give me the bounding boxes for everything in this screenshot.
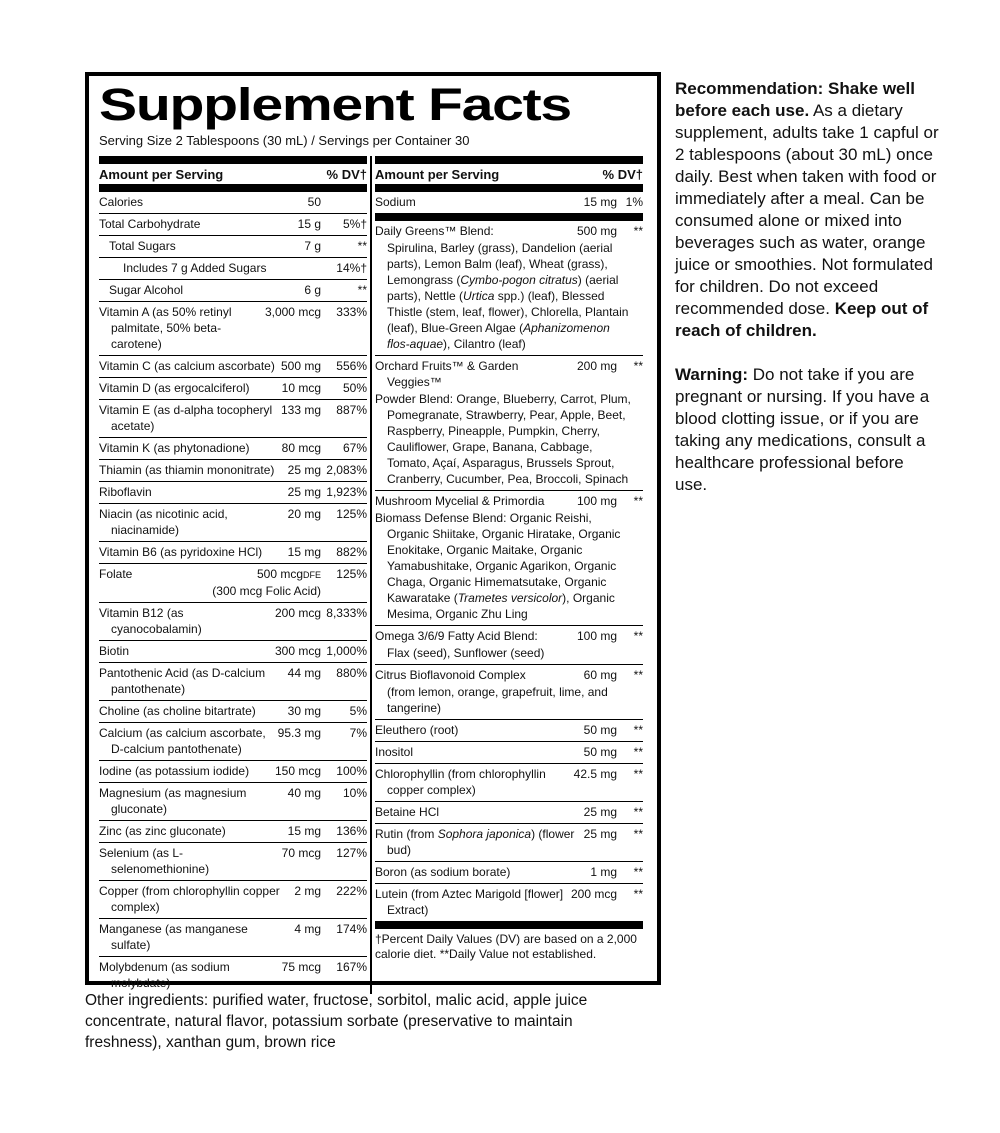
nutrient-amount: 15 mg (287, 824, 321, 839)
serving-size-line: Serving Size 2 Tablespoons (30 mL) / Servings per Container 30 (99, 133, 470, 149)
column-divider (370, 156, 372, 994)
table-row (99, 782, 367, 820)
nutrient-dv: 887% (336, 403, 367, 418)
nutrient-name: Magnesium (as magnesium gluconate) (99, 786, 247, 817)
nutrient-amount: 200 mg (576, 359, 617, 374)
nutrient-name: Calcium (as calcium ascorbate, D-calcium pantothenate) (99, 726, 266, 757)
nutrient-amount: 25 mg (287, 463, 321, 478)
nutrient-amount: 25 mg (583, 827, 617, 842)
table-row (99, 602, 367, 640)
nutrient-dv: ** (633, 359, 643, 374)
nutrient-name: Choline (as choline bitartrate) (99, 704, 256, 719)
nutrient-name: Mushroom Mycelial & Primordia (375, 494, 545, 509)
nutrient-dv: 2,083% (326, 463, 367, 478)
separator-bar (375, 156, 643, 164)
nutrient-name: Selenium (as L-selenomethionine) (99, 846, 210, 877)
nutrient-name: Chlorophyllin (from chlorophyllin copper complex) (375, 767, 546, 798)
nutrient-amount: 7 g (304, 239, 321, 254)
nutrient-dv: ** (357, 283, 367, 298)
table-row (99, 722, 367, 760)
nutrient-amount: 95.3 mg (277, 726, 321, 741)
nutrient-dv: 8,333% (326, 606, 367, 621)
nutrient-amount: 4 mg (294, 922, 321, 937)
nutrient-dv: 14%† (336, 261, 367, 276)
nutrient-name: Vitamin B6 (as pyridoxine HCl) (99, 545, 263, 560)
nutrient-dv: 125% (336, 507, 367, 522)
nutrient-amount: 15 g (297, 217, 321, 232)
nutrient-dv: 50% (342, 381, 367, 396)
nutrient-name: Manganese (as manganese sulfate) (99, 922, 248, 953)
nutrient-amount: 75 mcg (281, 960, 321, 975)
nutrient-amount: 70 mcg (281, 846, 321, 861)
nutrient-name: Vitamin D (as ergocalciferol) (99, 381, 250, 396)
table-row (99, 481, 367, 503)
table-row (375, 355, 643, 490)
nutrient-dv: ** (633, 745, 643, 760)
table-row (375, 883, 643, 921)
nutrient-amount: 50 mg (583, 745, 617, 760)
nutrient-amount: 50 mg (583, 723, 617, 738)
nutrient-amount: 100 mg (576, 629, 617, 644)
daily-value-footnote: †Percent Daily Values (DV) are based on a 2,000 calorie diet. **Daily Value not established. (375, 932, 637, 962)
nutrient-name: Thiamin (as thiamin mononitrate) (99, 463, 275, 478)
nutrient-name: Zinc (as zinc gluconate) (99, 824, 226, 839)
left-column (99, 156, 367, 994)
nutrient-amount: 40 mg (287, 786, 321, 801)
nutrient-name: Sodium (375, 195, 416, 210)
table-row (99, 563, 367, 602)
nutrient-amount: 25 mg (287, 485, 321, 500)
nutrient-name: Sugar Alcohol (109, 283, 184, 298)
nutrient-amount: 30 mg (287, 704, 321, 719)
usage-panel (675, 78, 939, 518)
nutrient-name: Pantothenic Acid (as D-calcium pantothenate) (99, 666, 266, 697)
nutrient-name: Vitamin B12 (as cyanocobalamin) (99, 606, 202, 637)
table-row (99, 880, 367, 918)
nutrient-dv: ** (633, 767, 643, 782)
table-row (375, 221, 643, 355)
nutrient-amount: 500 mg (280, 359, 321, 374)
blend-ingredients: Powder Blend: Orange, Blueberry, Carrot, Plum, Pomegranate, Strawberry, Pear, Apple, Beet, Raspberry, Pineapple, Pumpkin, Cherry, Cauliflower, Grape, Banana, Cabbage, Tomato, Açaí, Asparagus, Brussels Sprout, Cranberry, Cucumber, Pea, Broccoli, Spinach (375, 392, 631, 487)
nutrient-name: Citrus Bioflavonoid Complex (375, 668, 526, 683)
amount-per-serving-heading: Amount per Serving (375, 167, 500, 183)
nutrient-amount: 15 mg (287, 545, 321, 560)
blend-ingredients: Biomass Defense Blend: Organic Reishi, Organic Shiitake, Organic Hiratake, Organic Enokitake, Organic Maitake, Organic Yamabushitake, Organic Agarikon, Organic Chaga, Organic Himematsutake, Organic Kawaratake (Trametes versicolor), Organic Mesima, Organic Zhu Ling (375, 511, 621, 622)
nutrient-name: Molybdenum (as sodium molybdate) (99, 960, 230, 991)
nutrient-name: Vitamin K (as phytonadione) (99, 441, 250, 456)
nutrient-dv: 5% (349, 704, 367, 719)
nutrient-amount: 100 mg (576, 494, 617, 509)
nutrient-amount: 42.5 mg (573, 767, 617, 782)
table-row (99, 820, 367, 842)
nutrient-amount: 200 mcg (570, 887, 617, 902)
amount-per-serving-heading: Amount per Serving (99, 167, 224, 183)
nutrient-dv: 100% (336, 764, 367, 779)
nutrient-dv: ** (633, 494, 643, 509)
table-row (99, 760, 367, 782)
nutrient-subtext: (300 mcg Folic Acid) (212, 584, 321, 599)
left-column-rows (99, 192, 367, 994)
nutrient-dv: 174% (336, 922, 367, 937)
nutrient-dv: 5%† (342, 217, 367, 232)
right-column (375, 156, 643, 994)
nutrient-name: Betaine HCl (375, 805, 440, 820)
other-ingredients-text: Other ingredients: purified water, fructose, sorbitol, malic acid, apple juice concentrate, natural flavor, potassium sorbate (preservative to maintain freshness), xanthan gum, brown rice (85, 992, 588, 1051)
table-row (99, 377, 367, 399)
nutrient-dv: 67% (342, 441, 367, 456)
table-row (375, 490, 643, 625)
table-row (99, 399, 367, 437)
nutrient-amount: 10 mcg (281, 381, 321, 396)
nutrient-name: Total Carbohydrate (99, 217, 201, 232)
nutrient-amount: 150 mcg (274, 764, 321, 779)
table-row (99, 279, 367, 301)
nutrient-name: Vitamin E (as d-alpha tocopheryl acetate) (99, 403, 273, 434)
nutrient-name: Calories (99, 195, 144, 210)
table-row (99, 662, 367, 700)
nutrient-name: Copper (from chlorophyllin copper complex) (99, 884, 280, 915)
nutrient-dv: ** (633, 887, 643, 902)
nutrient-amount: 3,000 mcg (264, 305, 321, 320)
table-row (99, 257, 367, 279)
table-row (375, 823, 643, 861)
table-row (375, 801, 643, 823)
nutrient-dv: 333% (336, 305, 367, 320)
nutrient-dv: 1,000% (326, 644, 367, 659)
nutrient-dv: 880% (336, 666, 367, 681)
nutrient-dv: 167% (336, 960, 367, 975)
nutrient-dv: 10% (342, 786, 367, 801)
table-row (99, 213, 367, 235)
nutrient-name: Iodine (as potassium iodide) (99, 764, 250, 779)
table-row (99, 541, 367, 563)
nutrient-dv: ** (633, 629, 643, 644)
nutrient-amount: 6 g (304, 283, 321, 298)
table-row (99, 355, 367, 377)
nutrient-dv: ** (633, 668, 643, 683)
nutrient-amount: 80 mcg (281, 441, 321, 456)
nutrient-amount: 300 mcg (274, 644, 321, 659)
table-row (99, 301, 367, 355)
table-row (99, 918, 367, 956)
nutrient-dv: ** (357, 239, 367, 254)
nutrient-dv: ** (633, 723, 643, 738)
nutrient-amount: 60 mg (583, 668, 617, 683)
nutrient-amount: 200 mcg (274, 606, 321, 621)
right-column-header (375, 164, 643, 184)
nutrient-dv: ** (633, 827, 643, 842)
table-row (99, 459, 367, 481)
nutrient-dv: ** (633, 805, 643, 820)
separator-bar (99, 184, 367, 192)
separator-bar (375, 184, 643, 192)
nutrient-name: Omega 3/6/9 Fatty Acid Blend: (375, 629, 538, 644)
table-row (99, 503, 367, 541)
nutrient-name: Vitamin C (as calcium ascorbate) (99, 359, 275, 374)
table-row (375, 625, 643, 664)
nutrient-dv: 136% (336, 824, 367, 839)
blend-ingredients: Flax (seed), Sunflower (seed) (387, 646, 545, 661)
nutrient-name: Niacin (as nicotinic acid, niacinamide) (99, 507, 228, 538)
nutrient-name: Total Sugars (109, 239, 176, 254)
nutrient-name: Orchard Fruits™ & Garden Veggies™ (375, 359, 519, 390)
table-row (99, 956, 367, 994)
label-columns (99, 156, 647, 994)
table-row (375, 192, 643, 213)
table-row (99, 700, 367, 722)
nutrient-name: Riboflavin (99, 485, 152, 500)
table-row (99, 192, 367, 213)
percent-dv-heading: % DV† (602, 167, 643, 183)
table-row (375, 741, 643, 763)
table-row (99, 235, 367, 257)
blend-ingredients: (from lemon, orange, grapefruit, lime, and tangerine) (387, 685, 608, 716)
nutrient-name: Vitamin A (as 50% retinyl palmitate, 50% beta-carotene) (99, 305, 232, 352)
percent-dv-heading: % DV† (326, 167, 367, 183)
nutrient-dv: 556% (336, 359, 367, 374)
warning-paragraph: Warning: Do not take if you are pregnant or nursing. If you have a blood clotting issue, or if you are taking any medications, consult a healthcare professional before use. (675, 365, 930, 494)
nutrient-name: Eleuthero (root) (375, 723, 459, 738)
nutrient-amount: 500 mg (576, 224, 617, 239)
table-row (375, 861, 643, 883)
nutrient-amount: 25 mg (583, 805, 617, 820)
nutrient-dv: 125% (336, 567, 367, 582)
nutrient-amount: 2 mg (294, 884, 321, 899)
nutrient-name: Folate (99, 567, 133, 582)
nutrient-dv: 7% (349, 726, 367, 741)
nutrient-dv: 1,923% (326, 485, 367, 500)
nutrient-amount: 1 mg (590, 865, 617, 880)
nutrient-name: Boron (as sodium borate) (375, 865, 511, 880)
nutrient-amount: 20 mg (287, 507, 321, 522)
separator-bar (375, 921, 643, 929)
right-column-rows (375, 192, 643, 929)
separator-bar (99, 156, 367, 164)
nutrient-name: Inositol (375, 745, 414, 760)
supplement-facts-label (85, 72, 661, 991)
table-row (99, 640, 367, 662)
nutrient-amount: 133 mg (280, 403, 321, 418)
nutrient-name: Lutein (from Aztec Marigold [flower] Extract) (375, 887, 564, 918)
table-row (375, 664, 643, 719)
nutrient-dv: ** (633, 865, 643, 880)
separator-bar (375, 213, 643, 221)
nutrient-dv: 127% (336, 846, 367, 861)
nutrient-amount: 50 (307, 195, 321, 210)
table-row (375, 763, 643, 801)
table-row (99, 437, 367, 459)
nutrient-dv: 222% (336, 884, 367, 899)
left-column-header (99, 164, 367, 184)
nutrient-amount: 500 mcgDFE (256, 567, 321, 582)
nutrient-amount: 44 mg (287, 666, 321, 681)
nutrient-dv: 1% (625, 195, 643, 210)
nutrient-dv: 882% (336, 545, 367, 560)
label-title: Supplement Facts (99, 79, 571, 130)
nutrient-name: Biotin (99, 644, 130, 659)
nutrient-amount: 15 mg (583, 195, 617, 210)
recommendation-paragraph: Recommendation: Shake well before each use. As a dietary supplement, adults take 1 capful or 2 tablespoons (about 30 mL) once daily. Best when taken with food or immediately after a meal. Can be consumed alone or mixed into beverages such as water, orange juice or smoothies. Not formulated for children. Do not exceed recommended dose. Keep out of reach of children. (675, 79, 939, 340)
nutrient-name: Rutin (from Sophora japonica) (flower bud) (375, 827, 575, 858)
nutrient-dv: ** (633, 224, 643, 239)
table-row (99, 842, 367, 880)
blend-ingredients: Spirulina, Barley (grass), Dandelion (aerial parts), Lemon Balm (leaf), Wheat (grass), Lemongrass (Cymbo-pogon citratus) (aerial parts), Nettle (Urtica spp.) (leaf), Blessed Thistle (stem, leaf, flower), Chlorella, Plantain (leaf), Blue-Green Algae (Aphanizomenon flos-aquae), Cilantro (leaf) (387, 241, 629, 352)
nutrient-name: Daily Greens™ Blend: (375, 224, 494, 239)
table-row (375, 719, 643, 741)
nutrient-name: Includes 7 g Added Sugars (123, 261, 267, 276)
